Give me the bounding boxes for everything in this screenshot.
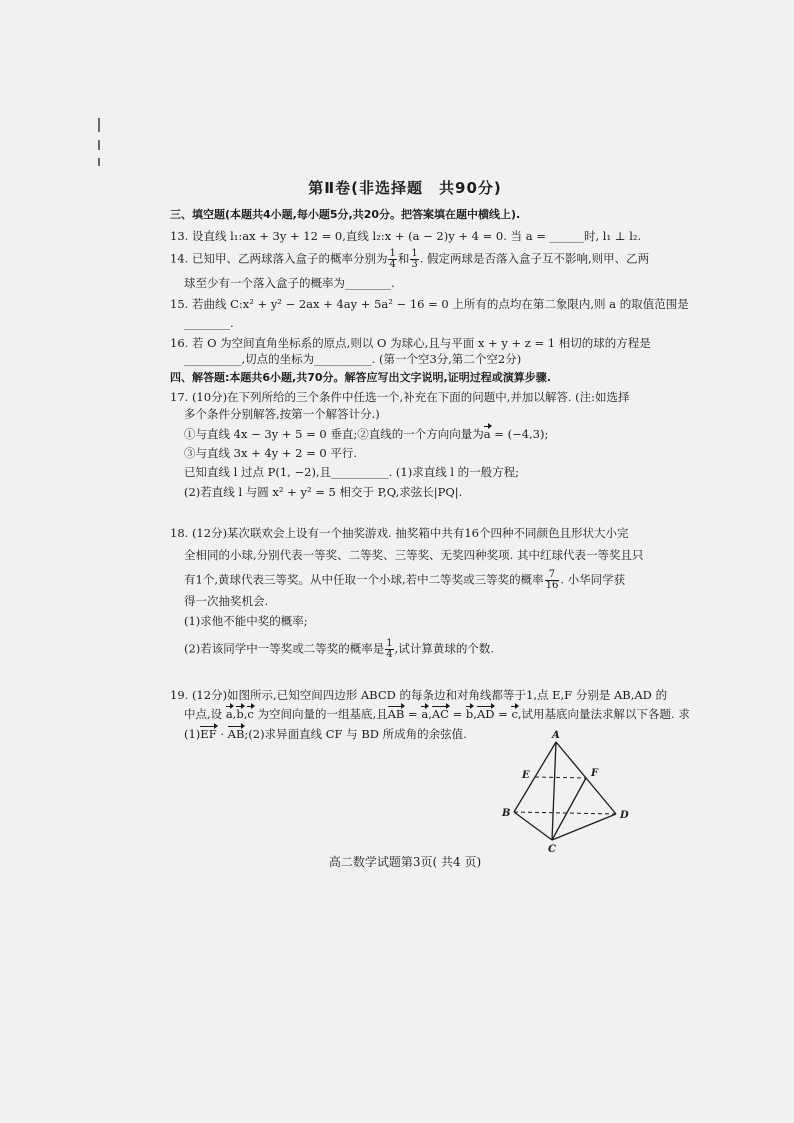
vector-a: a: [225, 707, 233, 721]
section-heading: 第Ⅱ卷(非选择题 共90分): [308, 179, 502, 197]
q18-fraction-1: $\frac{7}{16}$: [545, 569, 559, 591]
question-17-line4: ③与直线 3x + 4y + 2 = 0 平行.: [184, 446, 358, 460]
edge-BC: [514, 812, 552, 840]
question-14-line2: 球至少有一个落入盒子的概率为________.: [184, 276, 395, 290]
question-18-line2: 全相同的小球,分别代表一等奖、二等奖、三等奖、无奖四种奖项. 其中红球代表一等奖且只: [184, 548, 644, 562]
question-18-line4: 得一次抽奖机会.: [184, 594, 269, 608]
vector-a: a: [421, 707, 429, 721]
question-14: 14. 已知甲、乙两球落入盒子的概率分别为 $\frac{1}{4}$ 和 $\frac{1}{3}$ . 假定两球是否落入盒子互不影响,则甲、乙两: [170, 248, 650, 270]
exam-page: [170, 0, 690, 1123]
label-D: D: [620, 810, 629, 821]
edge-BD-hidden: [514, 812, 616, 814]
vector-AC: AC: [431, 707, 449, 721]
vector-b: b: [465, 707, 474, 721]
question-16: 16. 若 O 为空间直角坐标系的原点,则以 O 为球心,且与平面 x + y + z = 1 相切的球的方程是: [170, 336, 651, 350]
label-B: B: [502, 808, 511, 819]
question-15-line2: ________.: [184, 316, 234, 330]
question-17-line3: ①与直线 4x − 3y + 5 = 0 垂直;②直线的一个方向向量为a = (−4,3);: [184, 427, 549, 441]
question-18-line5: (1)求他不能中奖的概率;: [184, 614, 308, 628]
vector-b: b: [236, 707, 244, 721]
label-A: A: [552, 730, 560, 741]
q18-fraction-2: $\frac{1}{4}$: [386, 638, 393, 660]
question-19-line2: 中点,设 a,b,c 为空间向量的一组基底,且AB = a,AC = b,AD = c,试用基底向量法求解以下各题. 求: [184, 707, 690, 721]
question-13: 13. 设直线 l₁:ax + 3y + 12 = 0,直线 l₂:x + (a − 2)y + 4 = 0. 当 a = ______时, l₁ ⊥ l₂.: [170, 229, 642, 243]
edge-AC: [552, 742, 556, 840]
question-18-line3: 有1个,黄球代表三等奖。从中任取一个小球,若中二等奖或三等奖的概率 $\frac{7}{16}$ . 小华同学获: [184, 569, 626, 591]
tetrahedron-figure: [500, 728, 640, 854]
segment-EF-hidden: [535, 777, 586, 778]
vector-AB: AB: [387, 707, 405, 721]
fill-in-section-title: 三、填空题(本题共4小题,每小题5分,共20分。把答案填在题中横线上).: [170, 208, 521, 221]
label-E: E: [522, 770, 530, 781]
scan-mark: [98, 158, 100, 166]
edge-CD: [552, 814, 616, 840]
page-footer: 高二数学试题第3页( 共4 页): [328, 855, 482, 869]
q14-fraction-1: $\frac{1}{4}$: [389, 248, 396, 270]
question-18-line6: (2)若该同学中一等奖或二等奖的概率是 $\frac{1}{4}$ ,试计算黄球的个数.: [184, 638, 494, 660]
vector-c: c: [511, 707, 518, 721]
question-15: 15. 若曲线 C:x² + y² − 2ax + 4ay + 5a² − 16 = 0 上所有的点均在第二象限内,则 a 的取值范围是: [170, 297, 689, 311]
question-16-line2: __________,切点的坐标为__________. (第一个空3分,第二个空2分): [184, 352, 522, 366]
vector-EF: EF: [200, 727, 217, 741]
question-17-line6: (2)若直线 l 与圆 x² + y² = 5 相交于 P,Q,求弦长|PQ|.: [184, 485, 463, 499]
segment-CF: [552, 778, 586, 840]
scan-mark: [98, 140, 100, 150]
q14-text: 14. 已知甲、乙两球落入盒子的概率分别为: [170, 251, 388, 266]
question-17: 17. (10分)在下列所给的三个条件中任选一个,补充在下面的问题中,并加以解答. (注:如选择: [170, 390, 630, 404]
vector-AD: AD: [476, 707, 495, 721]
q14-fraction-2: $\frac{1}{3}$: [411, 248, 418, 270]
question-17-line5: 已知直线 l 过点 P(1, −2),且__________. (1)求直线 l 的一般方程;: [184, 465, 520, 479]
question-17-line2: 多个条件分别解答,按第一个解答计分.): [184, 407, 380, 421]
question-18: 18. (12分)某次联欢会上设有一个抽奖游戏. 抽奖箱中共有16个四种不同颜色且形状大小完: [170, 526, 629, 540]
label-C: C: [548, 844, 556, 854]
vector-a: a: [483, 427, 491, 441]
question-19-line3: (1)EF · AB;(2)求异面直线 CF 与 BD 所成角的余弦值.: [184, 727, 467, 741]
scan-mark: [98, 118, 100, 132]
label-F: F: [591, 768, 599, 779]
question-19: 19. (12分)如图所示,已知空间四边形 ABCD 的每条边和对角线都等于1,点 E,F 分别是 AB,AD 的: [170, 688, 668, 702]
vector-AB: AB: [227, 727, 245, 741]
answer-section-title: 四、解答题:本题共6小题,共70分。解答应写出文字说明,证明过程或演算步骤.: [170, 371, 551, 384]
vector-c: c: [247, 707, 254, 721]
